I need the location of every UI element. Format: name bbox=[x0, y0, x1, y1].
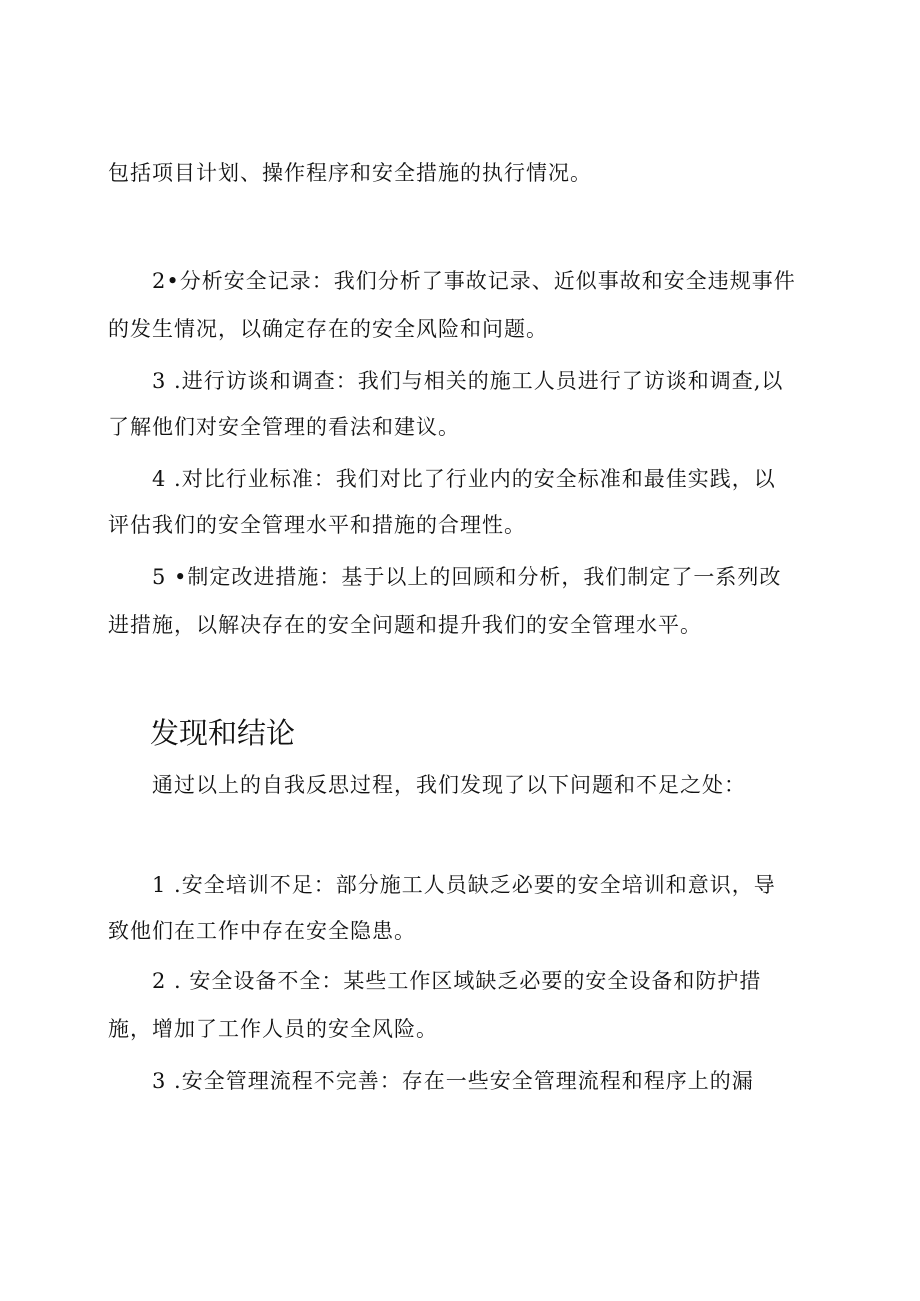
findings-intro: 通过以上的自我反思过程，我们发现了以下问题和不足之处： bbox=[152, 773, 746, 797]
step-3-line-2: 了解他们对安全管理的看法和建议。 bbox=[108, 415, 460, 439]
intro-tail-text: 包括项目计划、操作程序和安全措施的执行情况。 bbox=[108, 161, 592, 185]
step-5-line-2: 进措施，以解决存在的安全问题和提升我们的安全管理水平。 bbox=[108, 613, 702, 637]
findings-heading: 发现和结论 bbox=[150, 716, 296, 750]
step-4-line-1: 4 .对比行业标准：我们对比了行业内的安全标准和最佳实践，以 bbox=[152, 467, 776, 491]
step-5-line-1: 5 •制定改进措施：基于以上的回顾和分析，我们制定了一系列改 bbox=[152, 565, 782, 589]
finding-3-line-1: 3 .安全管理流程不完善：存在一些安全管理流程和程序上的漏 bbox=[152, 1069, 754, 1093]
step-3-line-1: 3 .进行访谈和调查：我们与相关的施工人员进行了访谈和调查,以 bbox=[152, 369, 784, 393]
finding-2-line-2: 施，增加了工作人员的安全风险。 bbox=[108, 1017, 438, 1041]
finding-1-line-1: 1 .安全培训不足：部分施工人员缺乏必要的安全培训和意识，导 bbox=[152, 873, 776, 897]
step-2-line-2: 的发生情况，以确定存在的安全风险和问题。 bbox=[108, 317, 548, 341]
finding-1-line-2: 致他们在工作中存在安全隐患。 bbox=[108, 919, 416, 943]
step-4-line-2: 评估我们的安全管理水平和措施的合理性。 bbox=[108, 513, 526, 537]
step-2-line-1: 2•分析安全记录：我们分析了事故记录、近似事故和安全违规事件 bbox=[152, 269, 796, 293]
finding-2-line-1: 2 . 安全设备不全：某些工作区域缺乏必要的安全设备和防护措 bbox=[152, 969, 762, 993]
